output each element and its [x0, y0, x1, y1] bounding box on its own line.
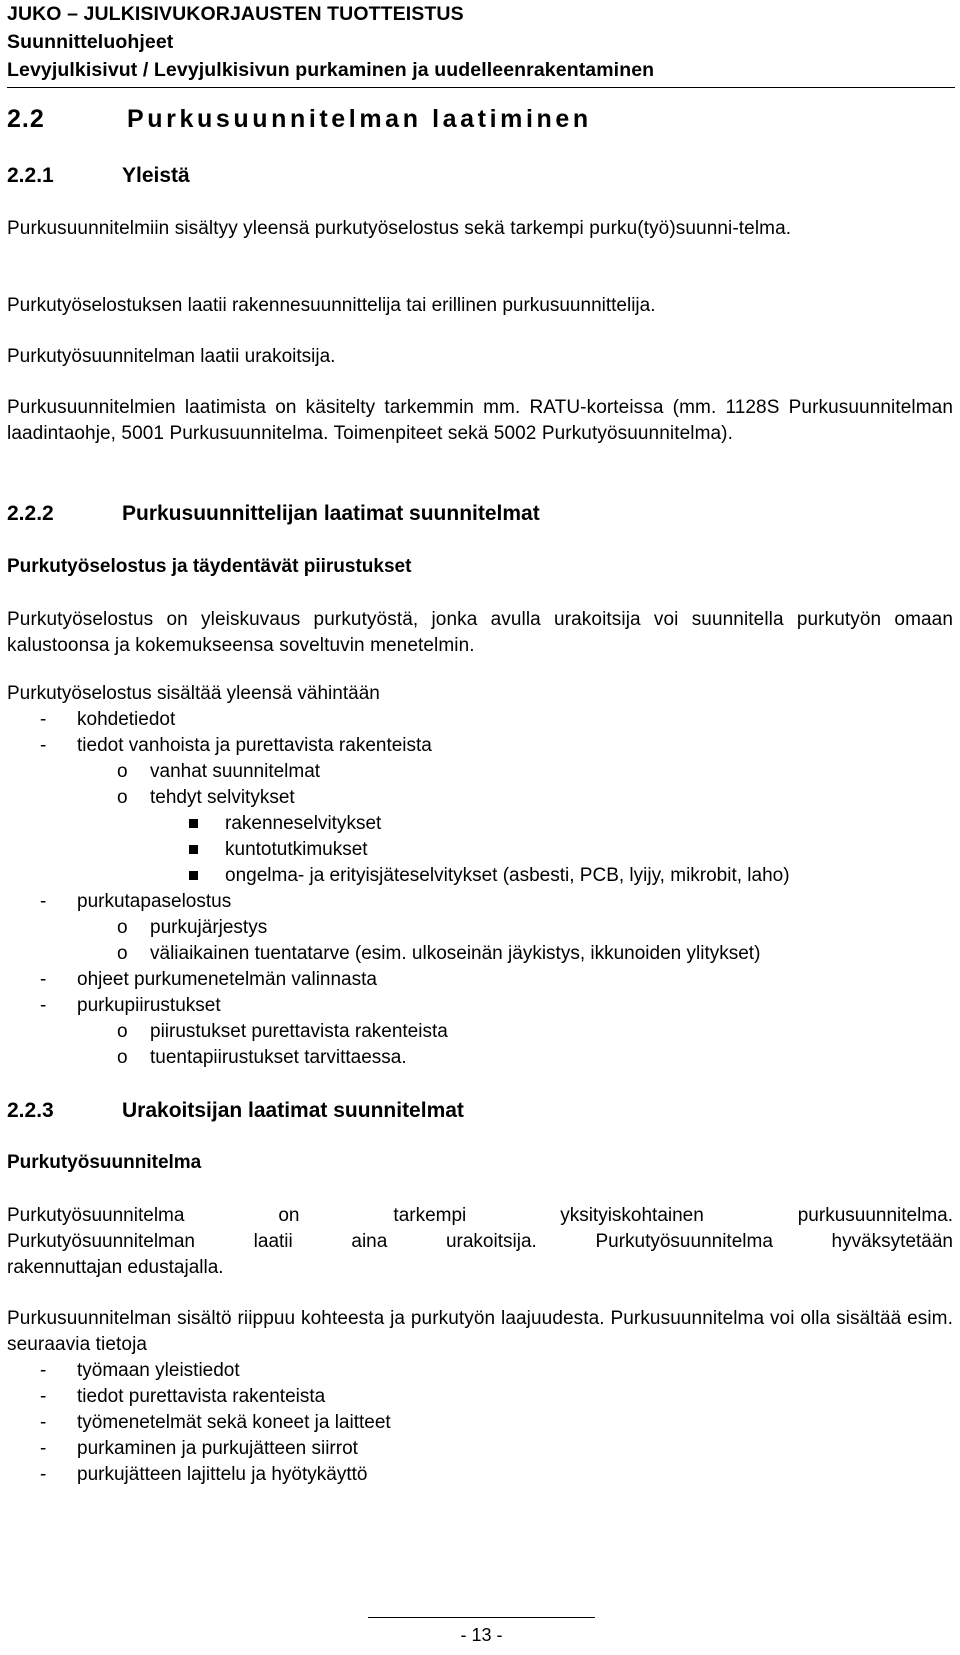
circle-bullet-marker: o [117, 787, 128, 808]
list-item-text: tehdyt selvitykset [150, 787, 295, 808]
list-item-text: purkujärjestys [150, 917, 268, 938]
list-item [7, 863, 953, 889]
list-item [7, 707, 953, 733]
list-item [7, 785, 953, 811]
paragraph-line: Purkutyösuunnitelma on tarkempi yksityiskohtainen purkusuunnitelma. [7, 1205, 953, 1226]
list-item-text: rakenneselvitykset [225, 813, 382, 834]
list-item [7, 1045, 953, 1071]
dash-bullet-marker: - [40, 969, 47, 990]
list-item [7, 941, 953, 967]
circle-bullet-marker: o [117, 1047, 128, 1068]
list-item-text: väliaikainen tuentatarve (esim. ulkoseinän jäykistys, ikkunoiden ylitykset) [150, 943, 761, 964]
paragraph-text: Purkusuunnitelmiin sisältyy yleensä purkutyöselostus sekä tarkempi purku(työ)suunni-telma. [7, 218, 792, 239]
list-intro: Purkutyöselostus sisältää yleensä vähintään [7, 683, 380, 704]
dash-bullet-marker: - [40, 1412, 47, 1433]
page-header [7, 0, 953, 84]
list-item [7, 1436, 953, 1462]
paragraph-text: Purkutyöselostus on yleiskuvaus purkutyöstä, jonka avulla urakoitsija voi suunnitella purkutyön omaan kalustoonsa ja kokemukseensa soveltuvin menetelmin. [7, 609, 953, 656]
dash-bullet-marker: - [40, 735, 47, 756]
circle-bullet-marker: o [117, 943, 128, 964]
list-item [7, 967, 953, 993]
header-topic: Levyjulkisivut / Levyjulkisivun purkaminen ja uudelleenrakentaminen [7, 59, 655, 81]
list-item-text: purkupiirustukset [77, 995, 221, 1016]
list-item-text: ongelma- ja erityisjäteselvitykset (asbesti, PCB, lyijy, mikrobit, laho) [225, 865, 790, 886]
paragraph-text: Purkusuunnitelman sisältö riippuu kohteesta ja purkutyön laajuudesta. Purkusuunnitelma voi olla sisältää esim. seuraavia tietoja [7, 1308, 953, 1355]
paragraph [7, 1203, 953, 1281]
paragraph-line: rakennuttajan edustajalla. [7, 1257, 224, 1278]
paragraph-text: Purkusuunnitelmien laatimista on käsitelty tarkemmin mm. RATU-korteissa (mm. 1128S Purkusuunnitelman laadintaohje, 5001 Purkusuunnitelma. Toimenpiteet sekä 5002 Purkutyösuunnitelma). [7, 397, 953, 444]
list-item [7, 733, 953, 759]
header-divider [7, 87, 955, 88]
list-item [7, 811, 953, 837]
list-item-text: purkaminen ja purkujätteen siirrot [77, 1438, 358, 1459]
content-list [7, 1358, 953, 1488]
content-list [7, 707, 953, 1071]
section-number: 2.2.3 [7, 1099, 54, 1122]
dash-bullet-marker: - [40, 891, 47, 912]
square-bullet-icon [189, 871, 198, 880]
list-item [7, 1410, 953, 1436]
dash-bullet-marker: - [40, 709, 47, 730]
section-number: 2.2.1 [7, 164, 54, 187]
paragraph-line: Purkutyösuunnitelman laatii aina urakoitsija. Purkutyösuunnitelma hyväksytetään [7, 1231, 953, 1252]
dash-bullet-marker: - [40, 1438, 47, 1459]
list-item [7, 837, 953, 863]
circle-bullet-marker: o [117, 1021, 128, 1042]
list-item-text: tiedot vanhoista ja purettavista rakenteista [77, 735, 432, 756]
list-item-text: piirustukset purettavista rakenteista [150, 1021, 448, 1042]
paragraph [7, 344, 953, 370]
list-item [7, 993, 953, 1019]
dash-bullet-marker: - [40, 1386, 47, 1407]
list-item [7, 1019, 953, 1045]
paragraph [7, 395, 953, 447]
list-item [7, 915, 953, 941]
paragraph [7, 1306, 953, 1358]
footer-divider [368, 1617, 595, 1618]
paragraph [7, 607, 953, 659]
list-item [7, 1358, 953, 1384]
paragraph-text: Purkutyöselostuksen laatii rakennesuunnittelija tai erillinen purkusuunnittelija. [7, 295, 656, 316]
section-title: Yleistä [122, 164, 190, 187]
section-number: 2.2 [7, 105, 45, 133]
list-item-text: kuntotutkimukset [225, 839, 368, 860]
section-title: Purkusuunnittelijan laatimat suunnitelmat [122, 502, 540, 525]
list-item-text: tiedot purettavista rakenteista [77, 1386, 326, 1407]
list-item-text: kohdetiedot [77, 709, 176, 730]
list-item [7, 1462, 953, 1488]
section-title: Purkusuunnitelman laatiminen [127, 105, 592, 133]
list-item [7, 1384, 953, 1410]
dash-bullet-marker: - [40, 995, 47, 1016]
section-heading-2-2-1 [7, 162, 953, 190]
square-bullet-icon [189, 819, 198, 828]
list-item-text: työmaan yleistiedot [77, 1360, 240, 1381]
list-item-text: tuentapiirustukset tarvittaessa. [150, 1047, 407, 1068]
list-item [7, 759, 953, 785]
section-heading-2-2-2 [7, 500, 953, 528]
list-item-text: työmenetelmät sekä koneet ja laitteet [77, 1412, 391, 1433]
list-item-text: purkutapaselostus [77, 891, 232, 912]
paragraph [7, 216, 953, 242]
list-item [7, 889, 953, 915]
list-item-text: vanhat suunnitelmat [150, 761, 321, 782]
dash-bullet-marker: - [40, 1464, 47, 1485]
square-bullet-icon [189, 845, 198, 854]
paragraph-text: Purkutyösuunnitelman laatii urakoitsija. [7, 346, 336, 367]
header-project: JUKO – JULKISIVUKORJAUSTEN TUOTTEISTUS [7, 3, 464, 25]
dash-bullet-marker: - [40, 1360, 47, 1381]
section-number: 2.2.2 [7, 502, 54, 525]
page-number: - 13 - [460, 1625, 503, 1645]
section-heading-2-2 [7, 103, 953, 135]
circle-bullet-marker: o [117, 761, 128, 782]
section-title: Urakoitsijan laatimat suunnitelmat [122, 1099, 464, 1122]
section-heading-2-2-3 [7, 1097, 953, 1125]
subheading: Purkutyöselostus ja täydentävät piirustukset [7, 556, 412, 577]
header-doc-type: Suunnitteluohjeet [7, 31, 174, 53]
list-item-text: purkujätteen lajittelu ja hyötykäyttö [77, 1464, 368, 1485]
circle-bullet-marker: o [117, 917, 128, 938]
list-item-text: ohjeet purkumenetelmän valinnasta [77, 969, 377, 990]
subheading: Purkutyösuunnitelma [7, 1152, 202, 1173]
paragraph [7, 293, 953, 319]
